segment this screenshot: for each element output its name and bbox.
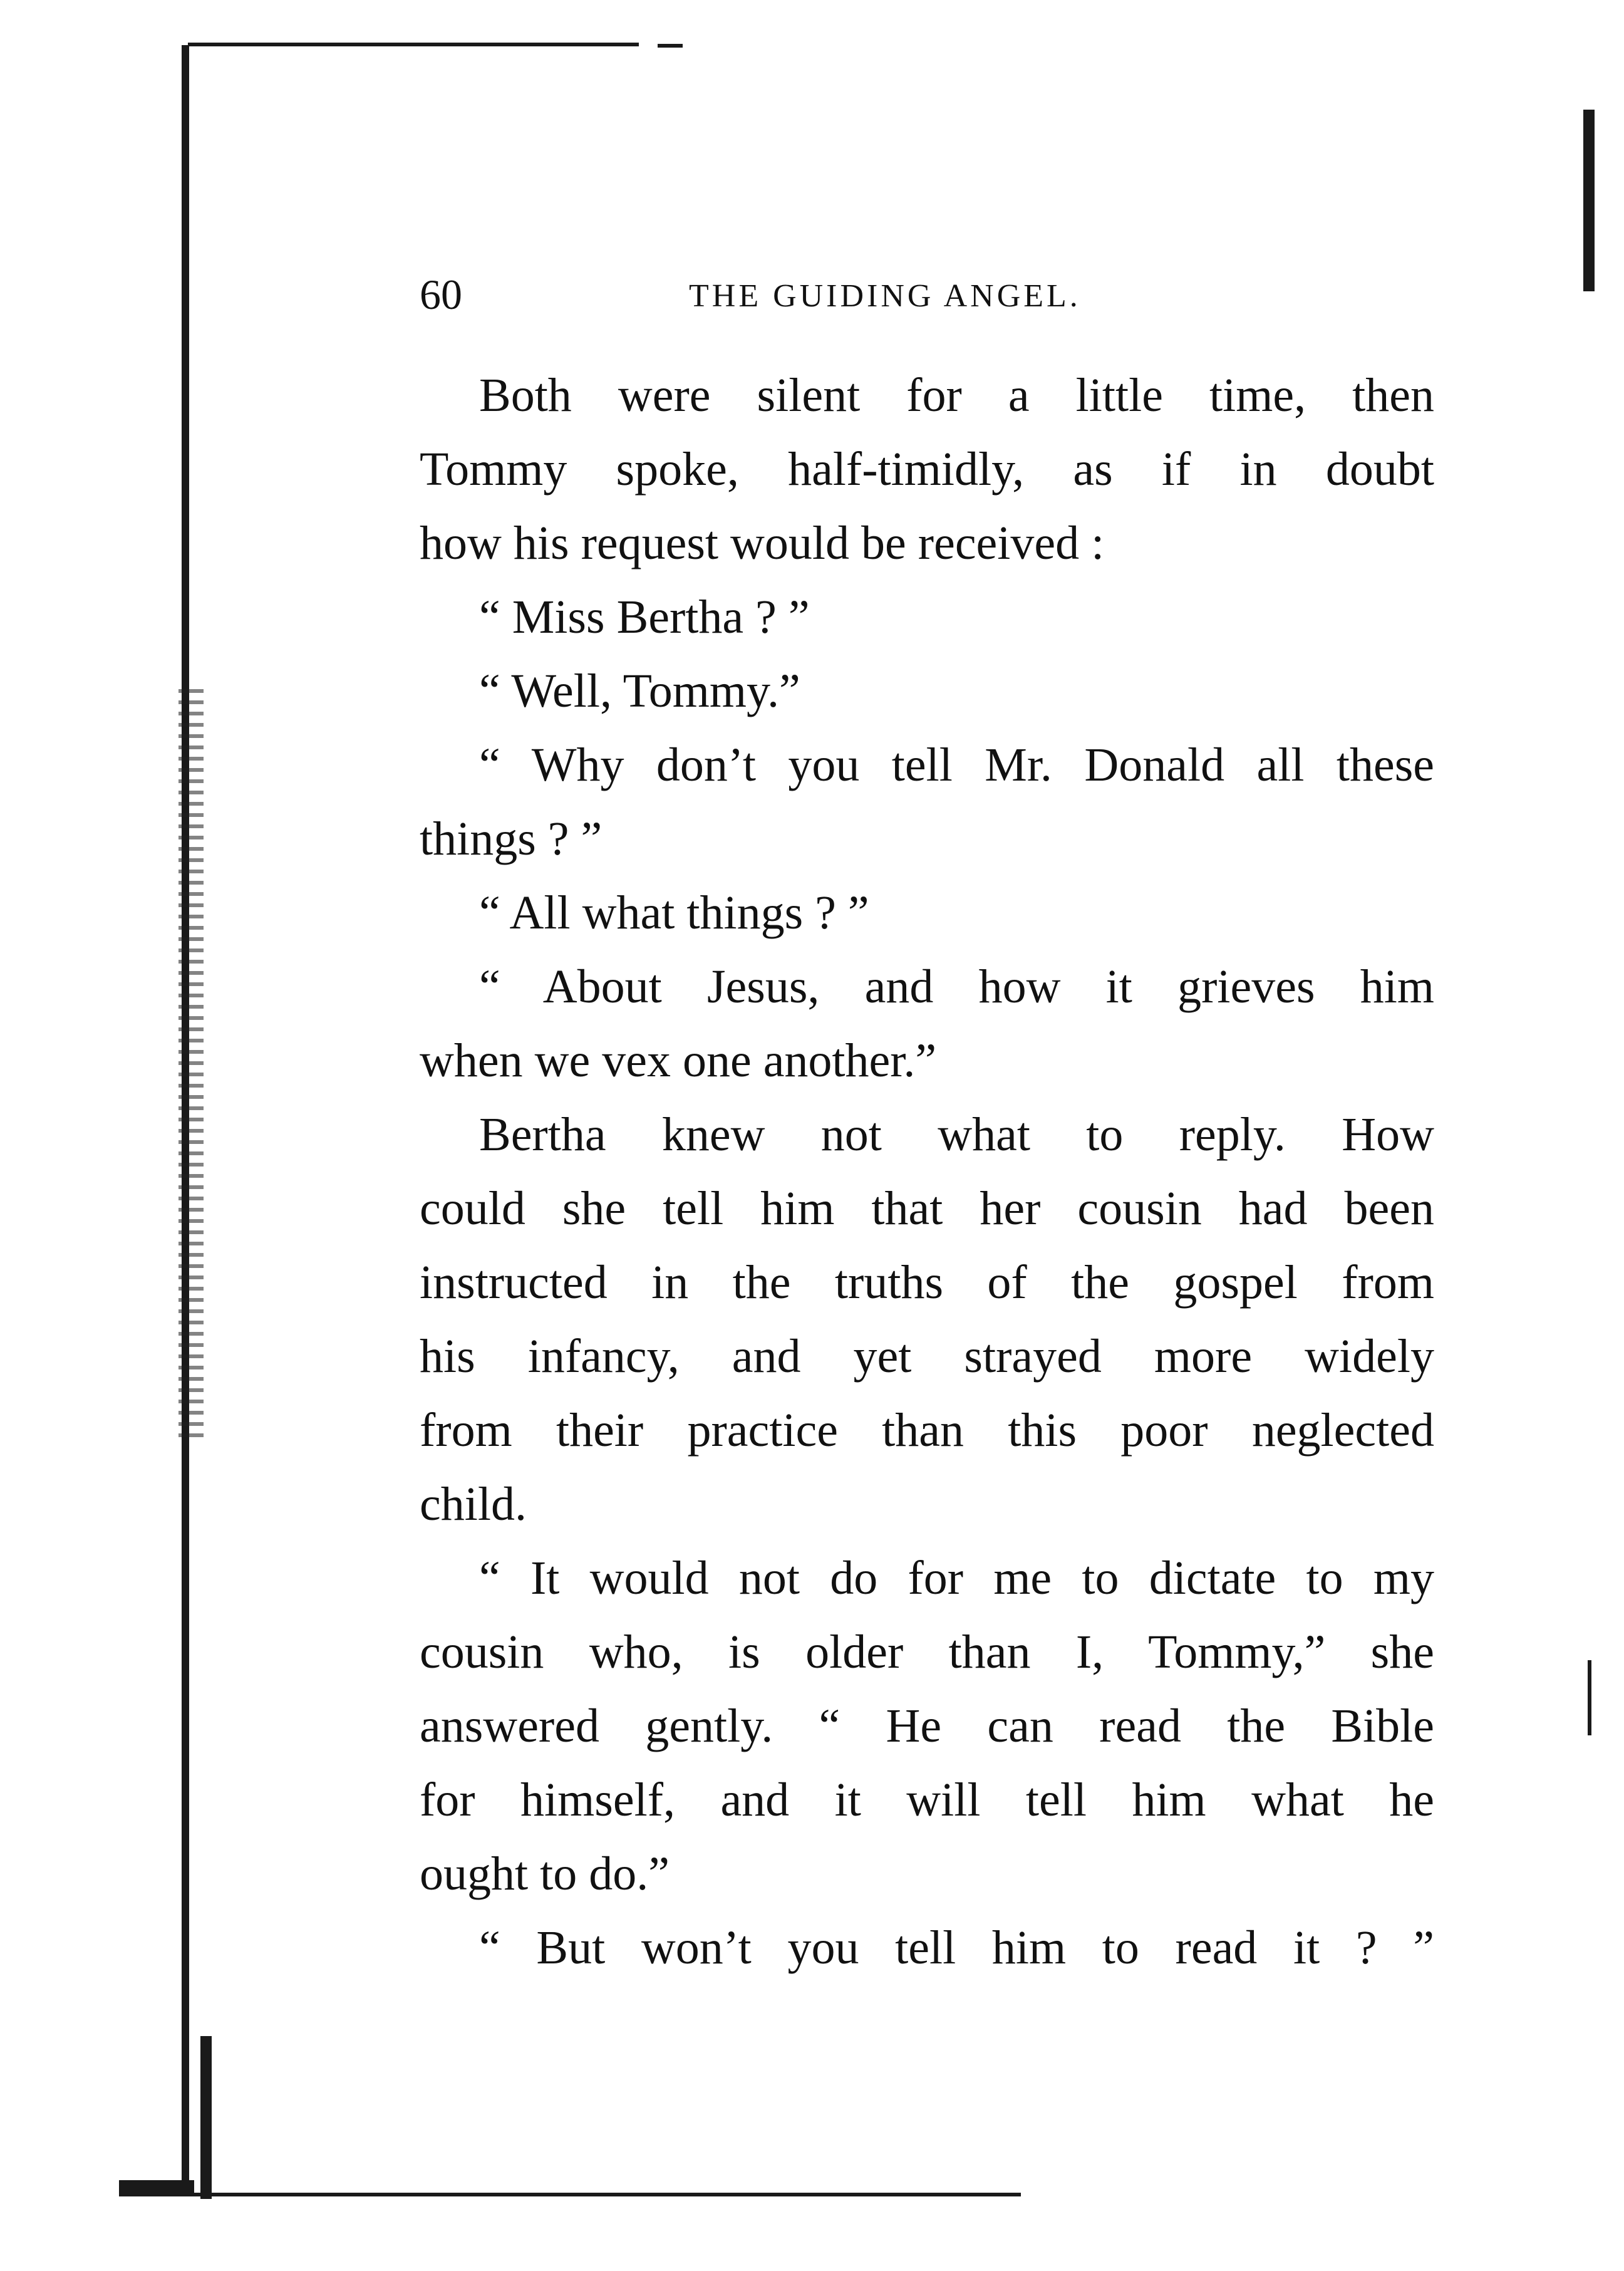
binding-gutter-noise xyxy=(178,689,204,1441)
text-line: from their practice than this poor neglected xyxy=(420,1404,1434,1457)
text-line: Both were silent for a little time, then xyxy=(479,369,1434,422)
text-line: “ All what things ? ” xyxy=(479,886,869,939)
page-header-title: THE GUIDING ANGEL. xyxy=(689,278,1081,314)
text-line: instructed in the truths of the gospel from xyxy=(420,1256,1434,1309)
text-line: “ It would not do for me to dictate to my xyxy=(479,1552,1434,1604)
scan-edge-bottom-corner xyxy=(119,2180,194,2194)
text-line: Bertha knew not what to reply. How xyxy=(479,1108,1434,1161)
text-line: when we vex one another.” xyxy=(420,1034,937,1087)
text-line: his infancy, and yet strayed more widely xyxy=(420,1330,1434,1383)
text-line: “ Well, Tommy.” xyxy=(479,665,800,717)
text-line: “ Miss Bertha ? ” xyxy=(479,591,810,643)
text-line: Tommy spoke, half-timidly, as if in doubt xyxy=(420,443,1434,496)
scan-edge-right-mark xyxy=(1588,1660,1591,1735)
text-line: for himself, and it will tell him what he xyxy=(420,1774,1434,1826)
text-line: “ But won’t you tell him to read it ? ” xyxy=(479,1921,1434,1974)
text-line: things ? ” xyxy=(420,813,603,865)
scan-edge-top-mark xyxy=(658,44,683,48)
text-line: how his request would be received : xyxy=(420,517,1105,569)
scan-edge-top xyxy=(188,43,639,46)
text-line: “ About Jesus, and how it grieves him xyxy=(479,960,1434,1013)
scan-edge-left-inner xyxy=(200,2036,212,2199)
text-body xyxy=(420,358,1434,1985)
text-line: ought to do.” xyxy=(420,1847,670,1900)
text-line: answered gently. “ He can read the Bible xyxy=(420,1700,1434,1752)
page-number: 60 xyxy=(420,271,462,318)
text-line: “ Why don’t you tell Mr. Donald all these xyxy=(479,739,1434,791)
text-line: cousin who, is older than I, Tommy,” she xyxy=(420,1626,1434,1678)
text-line: could she tell him that her cousin had been xyxy=(420,1182,1434,1235)
scan-edge-right xyxy=(1583,110,1595,291)
running-head xyxy=(420,266,1159,323)
text-line: child. xyxy=(420,1478,527,1530)
scan-edge-bottom xyxy=(119,2193,1021,2196)
